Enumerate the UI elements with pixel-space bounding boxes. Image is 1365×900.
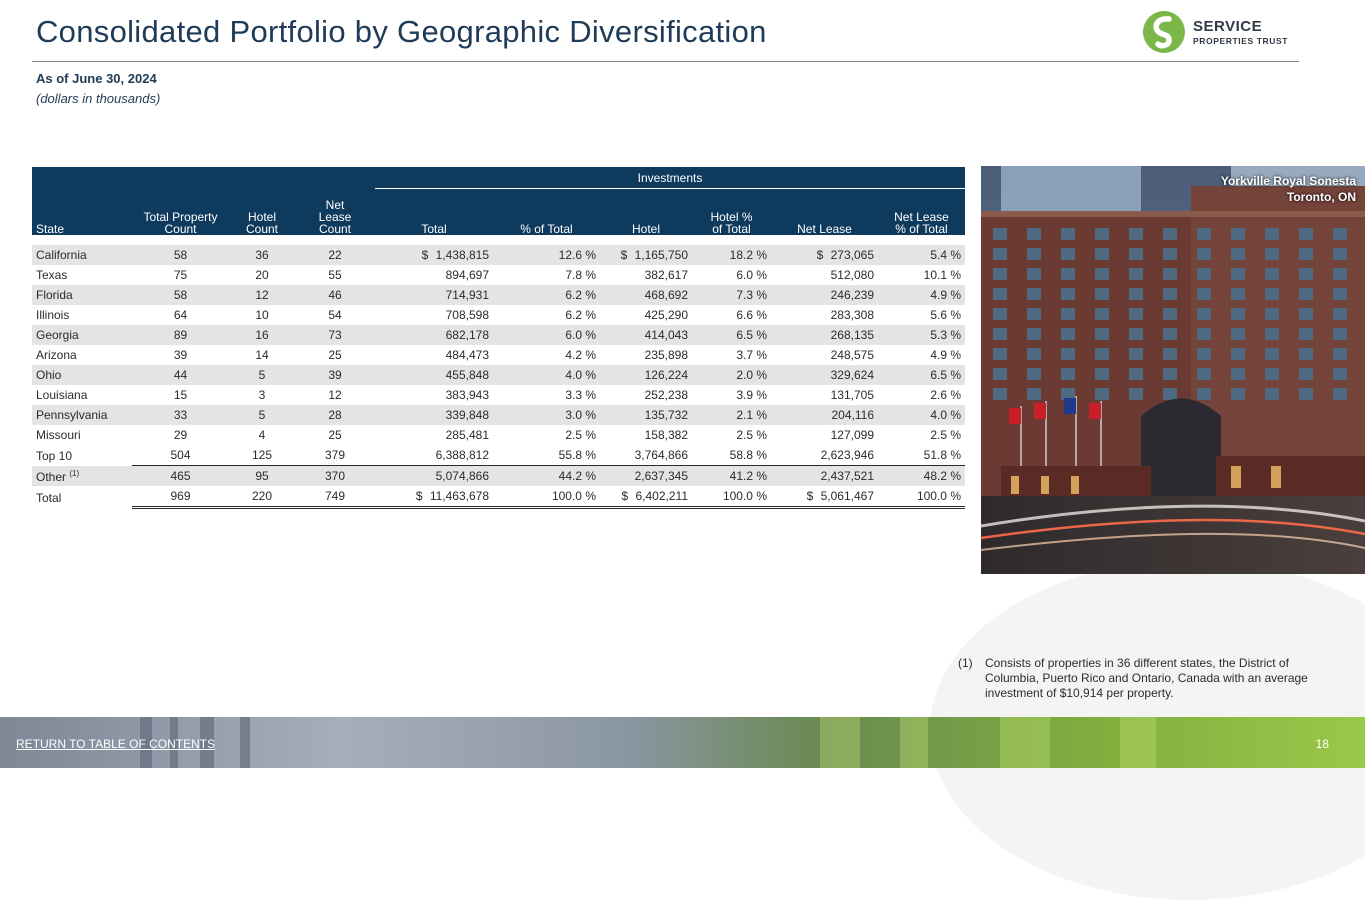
building-window bbox=[1163, 228, 1177, 240]
building-window bbox=[1197, 328, 1211, 340]
building-window bbox=[1061, 368, 1075, 380]
cell-property-count: 33 bbox=[132, 405, 229, 425]
logo-line1: SERVICE bbox=[1193, 17, 1263, 35]
cell-net-lease-pct: 51.8 % bbox=[878, 445, 965, 466]
building-window bbox=[1333, 308, 1347, 320]
cell-net-lease-count: 46 bbox=[295, 285, 375, 305]
building-window bbox=[1231, 268, 1245, 280]
building-window bbox=[993, 368, 1007, 380]
cell-pct-total: 4.2 % bbox=[565, 348, 596, 362]
cell-hotel-count: 4 bbox=[258, 428, 266, 442]
building-window bbox=[1129, 228, 1143, 240]
currency-symbol: $ bbox=[421, 248, 429, 262]
building-window bbox=[1265, 388, 1279, 400]
building-window bbox=[993, 248, 1007, 260]
cell-hotel-count: 95 bbox=[229, 466, 295, 486]
cell-net-lease-pct: 4.9 % bbox=[930, 348, 961, 362]
cell-hotel-count: 36 bbox=[229, 245, 295, 265]
building-window bbox=[1333, 328, 1347, 340]
building-window bbox=[1333, 368, 1347, 380]
table-row bbox=[32, 345, 965, 365]
footnote-number: (1) bbox=[958, 656, 973, 670]
cell-hotel: $ 1,165,750 bbox=[600, 245, 692, 265]
cell-state: Top 10 bbox=[36, 448, 73, 463]
building-window bbox=[1231, 348, 1245, 360]
building-window bbox=[1027, 328, 1041, 340]
building-window bbox=[1231, 328, 1245, 340]
building-window bbox=[1265, 268, 1279, 280]
cell-property-count: 89 bbox=[132, 325, 229, 345]
building-window bbox=[1163, 288, 1177, 300]
cell-net-lease-pct: 10.1 % bbox=[923, 268, 961, 282]
building-window bbox=[1299, 348, 1313, 360]
cell-net-lease: 204,116 bbox=[771, 405, 878, 425]
cell-state: Georgia bbox=[32, 325, 132, 345]
building-window bbox=[1095, 328, 1109, 340]
cell-property-count: 15 bbox=[173, 388, 188, 402]
header-group-row bbox=[32, 167, 965, 189]
building-window bbox=[1095, 348, 1109, 360]
building-window bbox=[1095, 288, 1109, 300]
col-hotel-count: Hotel Count bbox=[229, 189, 295, 235]
building-window bbox=[1129, 388, 1143, 400]
cell-hotel-pct: 3.7 % bbox=[736, 348, 767, 362]
cell-property-count: 969 bbox=[132, 486, 229, 509]
cell-net-lease: 268,135 bbox=[771, 325, 878, 345]
cell-pct-total: 6.2 % bbox=[565, 308, 596, 322]
cell-hotel: 425,290 bbox=[644, 308, 688, 322]
cell-net-lease: 131,705 bbox=[830, 388, 874, 402]
cell-hotel-count: 14 bbox=[255, 348, 269, 362]
building-window bbox=[1197, 288, 1211, 300]
cell-state: Illinois bbox=[36, 308, 70, 322]
geographic-portfolio-table bbox=[32, 167, 965, 509]
title-divider bbox=[32, 61, 1299, 62]
cell-hotel-count: 3 bbox=[258, 388, 266, 402]
footnote bbox=[958, 656, 1343, 701]
service-properties-logo-icon bbox=[1142, 10, 1186, 54]
building-window bbox=[1299, 368, 1313, 380]
col-total: Total bbox=[375, 189, 493, 235]
hotel-photo bbox=[981, 166, 1365, 574]
cell-total: 682,178 bbox=[375, 325, 493, 345]
return-to-toc-link[interactable]: RETURN TO TABLE OF CONTENTS bbox=[16, 737, 216, 751]
building-window bbox=[1129, 328, 1143, 340]
building-window bbox=[1333, 228, 1347, 240]
building-window bbox=[1197, 228, 1211, 240]
table-row bbox=[32, 285, 965, 305]
cell-pct-total: 3.0 % bbox=[493, 405, 600, 425]
building-window bbox=[1231, 288, 1245, 300]
building-window bbox=[1231, 248, 1245, 260]
cell-hotel-pct: 6.5 % bbox=[692, 325, 771, 345]
cell-hotel-pct: 3.9 % bbox=[736, 388, 767, 402]
cell-net-lease-count: 379 bbox=[295, 445, 375, 466]
cell-property-count: 64 bbox=[173, 308, 188, 322]
cell-net-lease: $ 273,065 bbox=[771, 245, 878, 265]
col-state: State bbox=[32, 189, 132, 235]
building-window bbox=[1027, 288, 1041, 300]
cell-net-lease: $ 5,061,467 bbox=[771, 486, 878, 509]
hotel-building-image bbox=[981, 166, 1365, 574]
building-window bbox=[993, 228, 1007, 240]
cell-net-lease-pct: 2.6 % bbox=[930, 388, 961, 402]
building-window bbox=[1129, 248, 1143, 260]
cell-state: Missouri bbox=[36, 428, 81, 442]
col-pct-total: % of Total bbox=[493, 189, 600, 235]
building-window bbox=[1129, 288, 1143, 300]
cell-pct-total: 6.2 % bbox=[493, 285, 600, 305]
building-window bbox=[1299, 228, 1313, 240]
building-window bbox=[1197, 388, 1211, 400]
cell-state: Total bbox=[36, 490, 62, 505]
table-row bbox=[32, 325, 965, 345]
col-net-lease-pct: Net Lease % of Total bbox=[878, 189, 965, 235]
cell-property-count: 44 bbox=[132, 365, 229, 385]
building-window bbox=[1333, 348, 1347, 360]
cell-pct-total: 12.6 % bbox=[493, 245, 600, 265]
building-window bbox=[1027, 228, 1041, 240]
cell-net-lease-count: 54 bbox=[328, 308, 342, 322]
cell-net-lease: 329,624 bbox=[771, 365, 878, 385]
header-row bbox=[32, 189, 965, 235]
cell-net-lease-pct: 4.0 % bbox=[878, 405, 965, 425]
cell-hotel-count: 5 bbox=[229, 405, 295, 425]
building-window bbox=[1163, 308, 1177, 320]
cell-total: 455,848 bbox=[375, 365, 493, 385]
building-window bbox=[993, 388, 1007, 400]
col-net-lease-count: Net Lease Count bbox=[295, 189, 375, 235]
cell-total: 339,848 bbox=[375, 405, 493, 425]
building-window bbox=[1061, 288, 1075, 300]
col-total-property-count: Total Property Count bbox=[132, 189, 229, 235]
cell-property-count: 58 bbox=[132, 285, 229, 305]
building-window bbox=[1265, 328, 1279, 340]
cell-hotel: 414,043 bbox=[600, 325, 692, 345]
building-window bbox=[1197, 248, 1211, 260]
cell-hotel-pct: 2.0 % bbox=[692, 365, 771, 385]
cell-net-lease-count: 749 bbox=[295, 486, 375, 509]
building-window bbox=[1265, 368, 1279, 380]
table-row bbox=[32, 385, 965, 405]
top10-row bbox=[32, 445, 965, 466]
cell-property-count: 75 bbox=[173, 268, 188, 282]
cell-state: Florida bbox=[32, 285, 132, 305]
building-window bbox=[1095, 388, 1109, 400]
cell-pct-total: 100.0 % bbox=[493, 486, 600, 509]
table-row bbox=[32, 265, 965, 285]
cell-hotel-count: 20 bbox=[255, 268, 269, 282]
cell-state: Louisiana bbox=[36, 388, 88, 402]
cell-state: Ohio bbox=[32, 365, 132, 385]
cell-property-count: 504 bbox=[132, 445, 229, 466]
building-window bbox=[1197, 308, 1211, 320]
cell-hotel: 382,617 bbox=[644, 268, 688, 282]
cell-pct-total: 4.0 % bbox=[493, 365, 600, 385]
cell-pct-total: 2.5 % bbox=[565, 428, 596, 442]
building-window bbox=[1299, 328, 1313, 340]
cell-state: Texas bbox=[36, 268, 68, 282]
col-hotel-pct: Hotel % of Total bbox=[692, 189, 771, 235]
cell-total: 6,388,812 bbox=[375, 445, 493, 466]
building-window bbox=[1163, 368, 1177, 380]
cell-hotel: 135,732 bbox=[600, 405, 692, 425]
cell-net-lease: 246,239 bbox=[771, 285, 878, 305]
cell-hotel-pct: 41.2 % bbox=[692, 466, 771, 486]
cell-total: 383,943 bbox=[445, 388, 489, 402]
cell-pct-total: 44.2 % bbox=[493, 466, 600, 486]
cell-net-lease-pct: 4.9 % bbox=[878, 285, 965, 305]
cell-hotel-pct: 6.0 % bbox=[736, 268, 767, 282]
cell-net-lease-count: 28 bbox=[295, 405, 375, 425]
building-window bbox=[1027, 268, 1041, 280]
building-window bbox=[1027, 308, 1041, 320]
cell-hotel: 2,637,345 bbox=[600, 466, 692, 486]
cell-total: 714,931 bbox=[375, 285, 493, 305]
building-window bbox=[1163, 328, 1177, 340]
cell-hotel: 468,692 bbox=[600, 285, 692, 305]
building-window bbox=[1333, 388, 1347, 400]
building-window bbox=[1265, 308, 1279, 320]
cell-hotel-count: 10 bbox=[255, 308, 269, 322]
cell-hotel-pct: 18.2 % bbox=[692, 245, 771, 265]
building-window bbox=[993, 288, 1007, 300]
total-row bbox=[32, 486, 965, 509]
cell-net-lease: 2,623,946 bbox=[771, 445, 878, 466]
building-window bbox=[1027, 248, 1041, 260]
company-logo bbox=[1142, 10, 1288, 54]
cell-total: $ 11,463,678 bbox=[375, 486, 493, 509]
cell-pct-total: 3.3 % bbox=[565, 388, 596, 402]
building-window bbox=[1299, 268, 1313, 280]
building-window bbox=[1061, 268, 1075, 280]
cell-total: 484,473 bbox=[445, 348, 489, 362]
currency-symbol: $ bbox=[806, 489, 814, 503]
cell-hotel-count: 16 bbox=[229, 325, 295, 345]
building-window bbox=[1163, 268, 1177, 280]
building-window bbox=[1129, 368, 1143, 380]
currency-symbol: $ bbox=[621, 489, 629, 503]
building-window bbox=[993, 328, 1007, 340]
building-window bbox=[1061, 328, 1075, 340]
cell-hotel: 126,224 bbox=[600, 365, 692, 385]
cell-net-lease-pct: 5.4 % bbox=[878, 245, 965, 265]
building-window bbox=[1061, 228, 1075, 240]
table-row bbox=[32, 305, 965, 325]
cell-property-count: 29 bbox=[173, 428, 188, 442]
cell-net-lease: 248,575 bbox=[830, 348, 874, 362]
cell-hotel-pct: 58.8 % bbox=[692, 445, 771, 466]
building-window bbox=[1095, 368, 1109, 380]
building-window bbox=[1095, 308, 1109, 320]
cell-hotel-pct: 7.3 % bbox=[692, 285, 771, 305]
currency-symbol: $ bbox=[620, 248, 628, 262]
building-window bbox=[1299, 388, 1313, 400]
cell-net-lease-count: 55 bbox=[328, 268, 342, 282]
photo-caption: Yorkville Royal Sonesta Toronto, ON bbox=[1220, 174, 1356, 204]
col-net-lease: Net Lease bbox=[771, 189, 878, 235]
building-window bbox=[1265, 348, 1279, 360]
cell-state: Arizona bbox=[36, 348, 77, 362]
as-of-date: As of June 30, 2024 bbox=[36, 71, 157, 86]
building-window bbox=[1129, 348, 1143, 360]
building-window bbox=[1095, 268, 1109, 280]
table-row bbox=[32, 425, 965, 445]
cell-hotel: 235,898 bbox=[644, 348, 688, 362]
cell-hotel-count: 220 bbox=[229, 486, 295, 509]
building-window bbox=[1333, 248, 1347, 260]
building-window bbox=[1231, 228, 1245, 240]
cell-hotel: 252,238 bbox=[644, 388, 688, 402]
building-window bbox=[993, 348, 1007, 360]
cell-hotel-count: 5 bbox=[229, 365, 295, 385]
footer-bar bbox=[0, 717, 1365, 768]
cell-net-lease-count: 25 bbox=[328, 428, 342, 442]
cell-hotel-count: 125 bbox=[229, 445, 295, 466]
cell-net-lease: 512,080 bbox=[830, 268, 874, 282]
building-window bbox=[1265, 248, 1279, 260]
building-window bbox=[1163, 388, 1177, 400]
cell-net-lease-pct: 5.3 % bbox=[878, 325, 965, 345]
cell-pct-total: 55.8 % bbox=[493, 445, 600, 466]
building-window bbox=[1333, 268, 1347, 280]
currency-symbol: $ bbox=[816, 248, 824, 262]
cell-net-lease-count: 370 bbox=[295, 466, 375, 486]
col-hotel: Hotel bbox=[600, 189, 692, 235]
cell-net-lease-count: 12 bbox=[328, 388, 342, 402]
cell-hotel-pct: 2.1 % bbox=[692, 405, 771, 425]
building-window bbox=[1027, 368, 1041, 380]
cell-net-lease: 127,099 bbox=[830, 428, 874, 442]
cell-hotel: 3,764,866 bbox=[600, 445, 692, 466]
page-number: 18 bbox=[1315, 737, 1329, 751]
building-window bbox=[1231, 368, 1245, 380]
cell-net-lease-count: 39 bbox=[295, 365, 375, 385]
cell-total: 5,074,866 bbox=[375, 466, 493, 486]
cell-total: 708,598 bbox=[445, 308, 489, 322]
cell-hotel-count: 12 bbox=[229, 285, 295, 305]
units-note: (dollars in thousands) bbox=[36, 91, 161, 106]
cell-property-count: 465 bbox=[132, 466, 229, 486]
building-window bbox=[1299, 248, 1313, 260]
cell-hotel: $ 6,402,211 bbox=[600, 486, 692, 509]
cell-net-lease-count: 25 bbox=[328, 348, 342, 362]
cell-state: Other $^{(1)}$ bbox=[32, 466, 132, 486]
cell-net-lease-pct: 2.5 % bbox=[930, 428, 961, 442]
building-window bbox=[1027, 388, 1041, 400]
cell-net-lease-pct: 48.2 % bbox=[878, 466, 965, 486]
building-window bbox=[1061, 348, 1075, 360]
building-window bbox=[1197, 368, 1211, 380]
cell-property-count: 39 bbox=[173, 348, 188, 362]
currency-symbol: $ bbox=[415, 489, 423, 503]
cell-net-lease-count: 22 bbox=[295, 245, 375, 265]
table-row bbox=[32, 405, 965, 425]
investments-header: Investments bbox=[375, 167, 965, 189]
cell-pct-total: 7.8 % bbox=[565, 268, 596, 282]
building-window bbox=[1163, 348, 1177, 360]
building-window bbox=[1265, 288, 1279, 300]
page-title: Consolidated Portfolio by Geographic Diversification bbox=[36, 14, 767, 49]
building-window bbox=[1265, 228, 1279, 240]
cell-net-lease-pct: 5.6 % bbox=[930, 308, 961, 322]
cell-property-count: 58 bbox=[132, 245, 229, 265]
cell-net-lease: 283,308 bbox=[830, 308, 874, 322]
cell-hotel-pct: 2.5 % bbox=[736, 428, 767, 442]
footnote-text: Consists of properties in 36 different states, the District of Columbia, Puerto Rico and Ontario, Canada with an average investment of $10,914 per property. bbox=[985, 656, 1308, 700]
cell-hotel-pct: 6.6 % bbox=[736, 308, 767, 322]
building-window bbox=[1129, 308, 1143, 320]
building-window bbox=[1095, 248, 1109, 260]
building-window bbox=[1129, 268, 1143, 280]
building-window bbox=[1163, 248, 1177, 260]
cell-total: 285,481 bbox=[445, 428, 489, 442]
building-window bbox=[1061, 308, 1075, 320]
cell-net-lease-pct: 100.0 % bbox=[878, 486, 965, 509]
cell-net-lease: 2,437,521 bbox=[771, 466, 878, 486]
building-window bbox=[1299, 308, 1313, 320]
building-window bbox=[1197, 348, 1211, 360]
other-row bbox=[32, 466, 965, 486]
cell-net-lease-count: 73 bbox=[295, 325, 375, 345]
building-window bbox=[1197, 268, 1211, 280]
cell-hotel-pct: 100.0 % bbox=[692, 486, 771, 509]
cell-pct-total: 6.0 % bbox=[493, 325, 600, 345]
building-window bbox=[993, 268, 1007, 280]
logo-line2: PROPERTIES TRUST bbox=[1193, 35, 1289, 46]
table-row bbox=[32, 365, 965, 385]
building-window bbox=[1231, 388, 1245, 400]
cell-state: California bbox=[32, 245, 132, 265]
building-window bbox=[993, 308, 1007, 320]
cell-total: $ 1,438,815 bbox=[375, 245, 493, 265]
cell-state: Pennsylvania bbox=[32, 405, 132, 425]
building-window bbox=[1299, 288, 1313, 300]
building-window bbox=[1231, 308, 1245, 320]
cell-net-lease-pct: 6.5 % bbox=[878, 365, 965, 385]
building-window bbox=[1333, 288, 1347, 300]
cell-hotel: 158,382 bbox=[644, 428, 688, 442]
building-window bbox=[1027, 348, 1041, 360]
cell-total: 894,697 bbox=[445, 268, 489, 282]
building-window bbox=[1095, 228, 1109, 240]
building-window bbox=[1061, 248, 1075, 260]
table-row bbox=[32, 245, 965, 265]
